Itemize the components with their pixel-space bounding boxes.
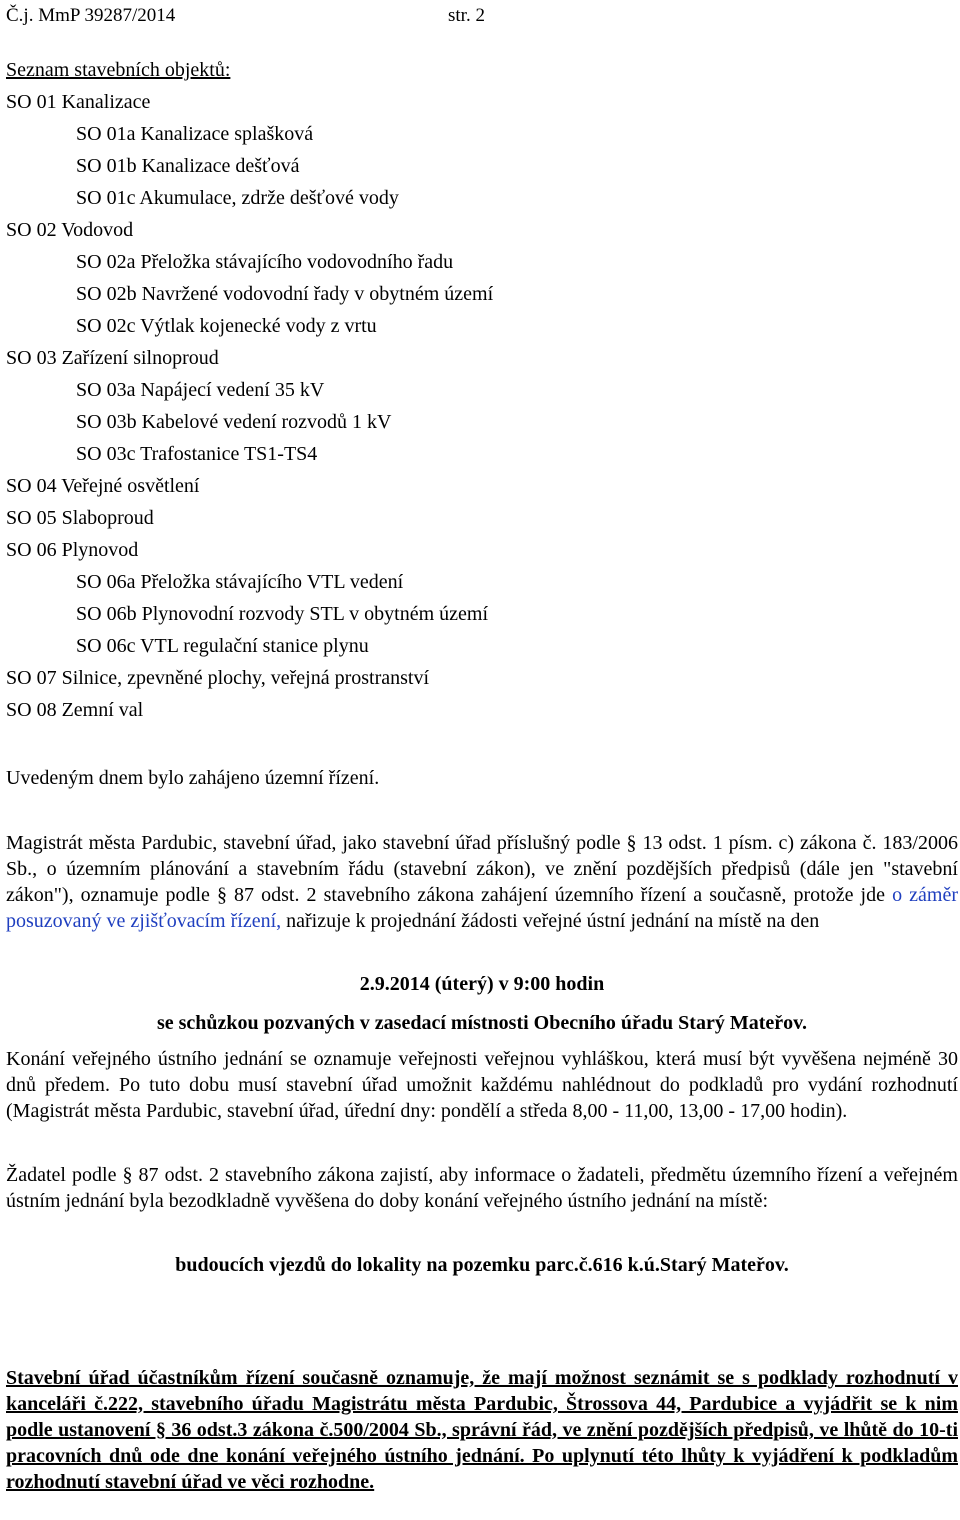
list-item: SO 08 Zemní val [6, 699, 144, 721]
objects-list-title: Seznam stavebních objektů: [6, 59, 231, 81]
hearing-date: 2.9.2014 (úterý) v 9:00 hodin [359, 973, 605, 995]
list-item: SO 04 Veřejné osvětlení [6, 475, 200, 497]
list-item: SO 02a Přeložka stávajícího vodovodního řadu [76, 251, 454, 273]
page-number: str. 2 [448, 5, 485, 26]
list-item: SO 06 Plynovod [6, 539, 139, 561]
list-item: SO 01b Kanalizace dešťová [76, 155, 300, 177]
reference-number: Č.j. MmP 39287/2014 [6, 5, 176, 26]
list-item: SO 06b Plynovodní rozvody STL v obytném území [76, 603, 489, 625]
list-item: SO 01a Kanalizace splašková [76, 123, 314, 145]
publicity-text: Konání veřejného ústního jednání se oznamuje veřejnosti veřejnou vyhláškou, která musí být vyvěšena nejméně 30 dnů předem. Po tuto dobu musí stavební úřad umožnit každému nahlédnout do podkladů pro vydání rozhodnutí (Magistrát města Pardubic, stavební úřad, úřední dny: pondělí a středa 8,00 - 11,00, 13,00 - 17,00 hodin). [6, 1048, 958, 1122]
notice-text-2: nařizuje k projednání žádosti veřejné ústní jednání na místě na den [281, 910, 820, 932]
publicity-paragraph [6, 1046, 958, 1124]
list-item: SO 06c VTL regulační stanice plynu [76, 635, 369, 657]
applicant-paragraph [6, 1162, 958, 1214]
list-item: SO 02c Výtlak kojenecké vody z vrtu [76, 315, 377, 337]
participants-text: Stavební úřad účastníkům řízení současně oznamuje, že mají možnost seznámit se s podklady rozhodnutí v kanceláři č.222, stavebního úřadu Magistrátu města Pardubic, Štrossova 44, Pardubice a vyjádřit se k nim podle ustanovení § 36 odst.3 zákona č.500/2004 Sb., správní řád, ve znění pozdějších předpisů, ve lhůtě do 10-ti pracovních dnů ode dne konání veřejného ústního jednání. Po uplynutí této lhůty k vyjádření k podkladům rozhodnutí stavební úřad ve věci rozhodne. [6, 1367, 958, 1493]
list-item: SO 01c Akumulace, zdrže dešťové vody [76, 187, 399, 209]
participants-paragraph [6, 1365, 958, 1495]
list-item: SO 02 Vodovod [6, 219, 134, 241]
notice-paragraph [6, 830, 958, 934]
proceedings-started-text [6, 765, 958, 791]
notice-highlight: o záměr posuzovaný ve zjišťovacím řízení, [6, 884, 958, 932]
posting-location: budoucích vjezdů do lokality na pozemku parc.č.616 k.ú.Starý Mateřov. [175, 1254, 789, 1276]
list-item: SO 03a Napájecí vedení 35 kV [76, 379, 325, 401]
list-item: SO 02b Navržené vodovodní řady v obytném území [76, 283, 494, 305]
list-item: SO 06a Přeložka stávajícího VTL vedení [76, 571, 404, 593]
list-item: SO 03c Trafostanice TS1-TS4 [76, 443, 318, 465]
list-item: SO 03b Kabelové vedení rozvodů 1 kV [76, 411, 392, 433]
meeting-location: se schůzkou pozvaných v zasedací místnosti Obecního úřadu Starý Mateřov. [156, 1012, 808, 1034]
notice-text-1: Magistrát města Pardubic, stavební úřad, jako stavební úřad příslušný podle § 13 odst. 1 písm. c) zákona č. 183/2006 Sb., o územním plánování a stavebním řádu (stavební zákon), ve znění pozdějších předpisů (dále jen "stavební zákon"), oznamuje podle § 87 odst. 2 stavebního zákona zahájení územního řízení a současně, protože jde [6, 832, 958, 906]
list-item: SO 03 Zařízení silnoproud [6, 347, 219, 369]
list-item: SO 07 Silnice, zpevněné plochy, veřejná prostranství [6, 667, 430, 689]
proceedings-started: Uvedeným dnem bylo zahájeno územní řízení. [6, 767, 380, 789]
list-item: SO 05 Slaboproud [6, 507, 154, 529]
list-item: SO 01 Kanalizace [6, 91, 151, 113]
applicant-text: Žadatel podle § 87 odst. 2 stavebního zákona zajistí, aby informace o žadateli, předmětu územního řízení a veřejném ústním jednání byla bezodkladně vyvěšena do doby konání veřejného ústního jednání na místě: [6, 1164, 958, 1212]
